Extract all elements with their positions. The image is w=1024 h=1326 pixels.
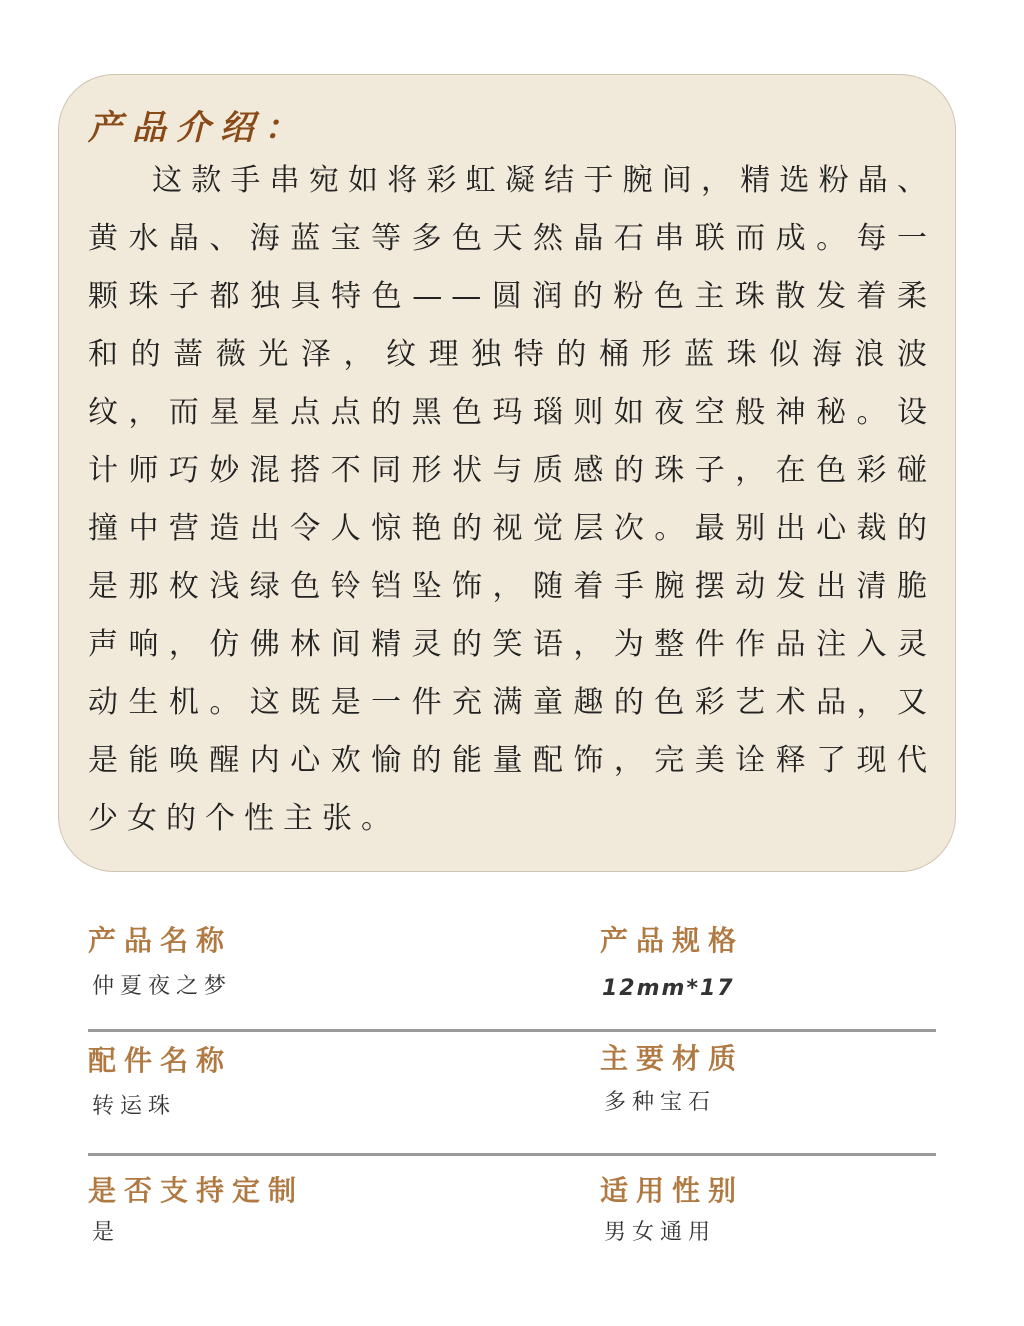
spec-value-accessory-name: 转运珠	[92, 1094, 177, 1119]
divider	[88, 1029, 936, 1032]
spec-label-accessory-name: 配件名称	[88, 1044, 233, 1077]
spec-label-customization: 是否支持定制	[88, 1174, 305, 1207]
spec-value-gender: 男女通用	[604, 1220, 717, 1245]
spec-value-customization: 是	[92, 1220, 121, 1245]
spec-value-main-material: 多种宝石	[604, 1090, 717, 1115]
divider	[88, 1153, 936, 1156]
spec-label-main-material: 主要材质	[600, 1042, 745, 1075]
spec-value-product-name: 仲夏夜之梦	[92, 974, 233, 999]
spec-label-gender: 适用性别	[600, 1174, 745, 1207]
intro-heading: 产品介绍：	[88, 108, 308, 148]
spec-label-product-name: 产品名称	[88, 924, 233, 957]
spec-value-product-spec: 12mm*17	[602, 976, 735, 1001]
intro-text: 这款手串宛如将彩虹凝结于腕间，精选粉晶、黄水晶、海蓝宝等多色天然晶石串联而成。每一颗珠子都独具特色——圆润的粉色主珠散发着柔和的蔷薇光泽，纹理独特的桶形蓝珠似海浪波纹，而星星点点的黑色玛瑙则如夜空般神秘。设计师巧妙混搭不同形状与质感的珠子，在色彩碰撞中营造出令人惊艳的视觉层次。最别出心裁的是那枚浅绿色铃铛坠饰，随着手腕摆动发出清脆声响，仿佛林间精灵的笑语，为整件作品注入灵动生机。这既是一件充满童趣的色彩艺术品，又是能唤醒内心欢愉的能量配饰，完美诠释了现代少女的个性主张。	[88, 163, 936, 836]
spec-label-product-spec: 产品规格	[600, 924, 745, 957]
